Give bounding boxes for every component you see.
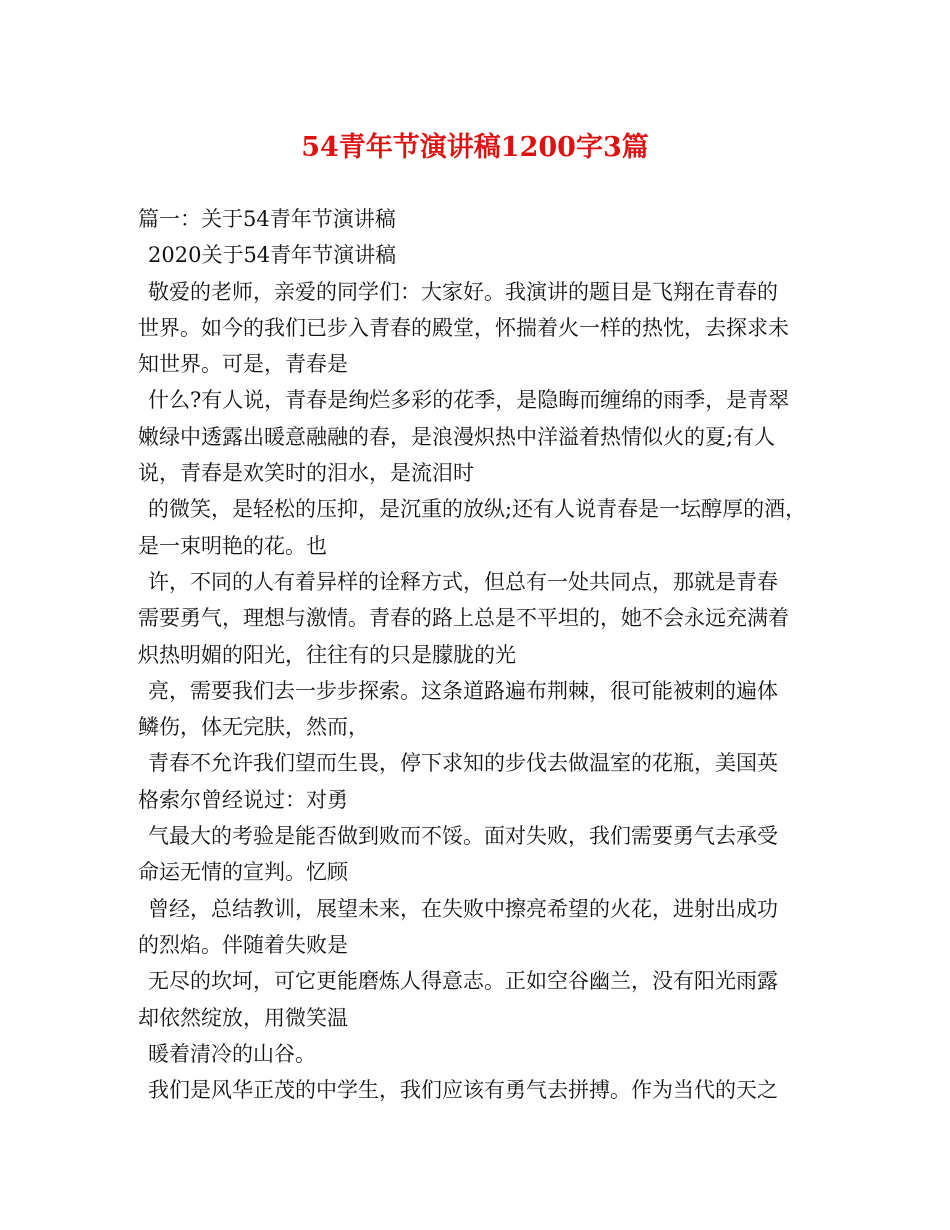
- text-line: 知世界。可是，青春是: [138, 352, 348, 377]
- text-line: 是一束明艳的花。也: [138, 533, 327, 558]
- text-line: 暖着清冷的山谷。: [148, 1041, 316, 1066]
- text-line: 嫩绿中透露出暖意融融的春，是浪漫炽热中洋溢着热情似火的夏;有人: [138, 424, 776, 449]
- document-body: [138, 201, 828, 1108]
- text-line: 我们是风华正茂的中学生，我们应该有勇气去拼搏。作为当代的天之: [148, 1078, 778, 1103]
- text-line: 无尽的坎坷，可它更能磨炼人得意志。正如空谷幽兰，没有阳光雨露: [148, 969, 778, 994]
- text-line: 的微笑，是轻松的压抑，是沉重的放纵;还有人说青春是一坛醇厚的酒，: [148, 497, 807, 522]
- text-line: 气最大的考验是能否做到败而不馁。面对失败，我们需要勇气去承受: [148, 824, 778, 849]
- text-line: 命运无情的宣判。忆顾: [138, 860, 348, 885]
- text-line: 许，不同的人有着异样的诠释方式，但总有一处共同点，那就是青春: [148, 569, 778, 594]
- text-line: 曾经，总结教训，展望未来，在失败中擦亮希望的火花，进射出成功: [148, 896, 778, 921]
- text-line: 什么?有人说，青春是绚烂多彩的花季，是隐晦而缠绵的雨季，是青翠: [148, 388, 790, 413]
- text-line: 炽热明媚的阳光，往往有的只是朦胧的光: [138, 642, 516, 667]
- text-line: 格索尔曾经说过：对勇: [138, 787, 348, 812]
- document-title: 54青年节演讲稿1200字3篇: [301, 132, 649, 163]
- text-line: 亮，需要我们去一步步探索。这条道路遍布荆棘，很可能被刺的遍体: [148, 678, 778, 703]
- text-line: 世界。如今的我们已步入青春的殿堂，怀揣着火一样的热忱，去探求未: [138, 315, 789, 340]
- text-line: 敬爱的老师，亲爱的同学们：大家好。我演讲的题目是飞翔在青春的: [148, 279, 778, 304]
- text-line: 的烈焰。伴随着失败是: [138, 932, 348, 957]
- text-line: 篇一：关于54青年节演讲稿: [138, 207, 396, 231]
- text-line: 却依然绽放，用微笑温: [138, 1005, 348, 1030]
- text-line: 鳞伤，体无完肤，然而，: [138, 715, 369, 740]
- text-line: 青春不允许我们望而生畏，停下求知的步伐去做温室的花瓶，美国英: [148, 751, 778, 776]
- text-line: 2020关于54青年节演讲稿: [148, 243, 397, 268]
- text-line: 说，青春是欢笑时的泪水，是流泪时: [138, 461, 474, 486]
- text-line: 需要勇气，理想与激情。青春的路上总是不平坦的，她不会永远充满着: [138, 606, 789, 631]
